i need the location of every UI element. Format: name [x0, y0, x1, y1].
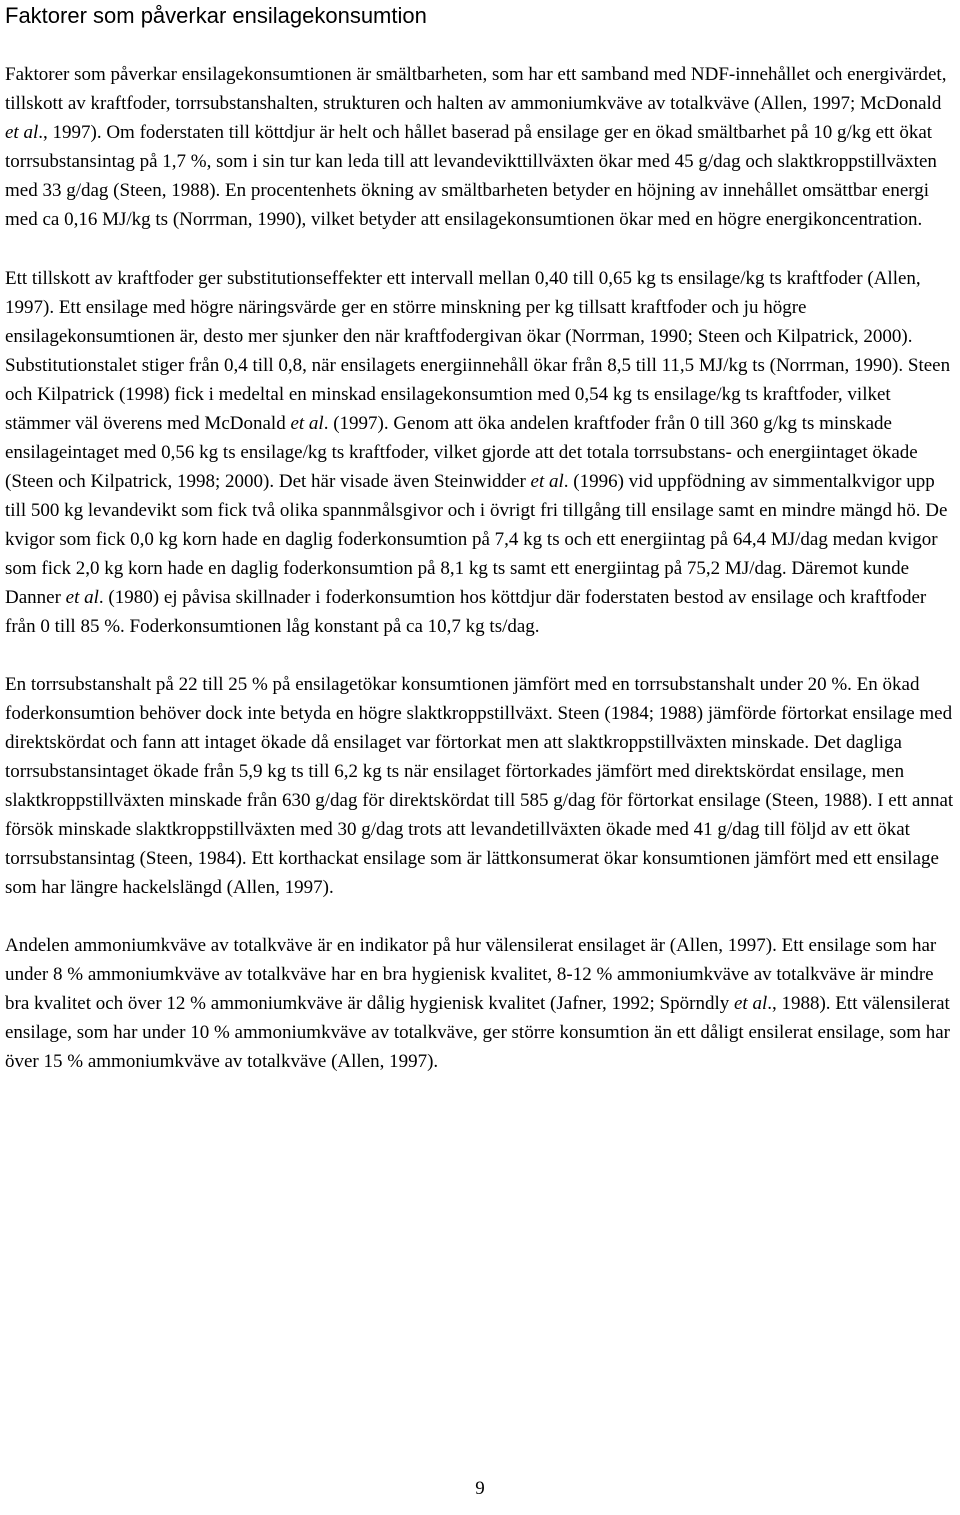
- italic-citation: et al: [5, 122, 39, 143]
- italic-citation: et al: [733, 993, 768, 1014]
- italic-citation: et al: [65, 587, 99, 608]
- paragraph-smaltbarhet: [5, 60, 956, 234]
- page-number: 9: [475, 1478, 485, 1499]
- text-run: . (1997). Genom att öka andelen kraftfoder från 0 till 360 g/kg ts minskade ensilageintaget med 0,56 kg ts ensilage/kg ts kraftfoder, vilket gjorde att det totala torrsubstans- och energiintaget ökade (Steen och Kilpatrick, 1998; 2000). Det här visade även Steinwidder: [5, 413, 918, 492]
- italic-citation: et al: [290, 413, 324, 434]
- text-run: . (1996) vid uppfödning av simmentalkvigor upp till 500 kg levandevikt som fick två olika spannmålsgivor och i övrigt fri tillgång till ensilage samt en mindre mängd hö. De kvigor som fick 0,0 kg korn hade en daglig foderkonsumtion på 7,4 kg ts och ett energiintag på 64,4 MJ/dag medan kvigor som fick 2,0 kg korn hade en daglig foderkonsumtion på 8,1 kg ts samt ett energiintag på 75,2 MJ/dag. Däremot kunde Danner: [5, 471, 948, 608]
- text-run: Ett tillskott av kraftfoder ger substitutionseffekter ett intervall mellan 0,40 till 0,65 kg ts ensilage/kg ts kraftfoder (Allen, 1997). Ett ensilage med högre näringsvärde ger en större minskning per kg tillsatt kraftfoder och ju högre ensilagekonsumtionen är, desto mer sjunker den när kraftfodergivan ökar (Norrman, 1990; Steen och Kilpatrick, 2000). Substitutionstalet stiger från 0,4 till 0,8, när ensilagets energiinnehåll ökar från 8,5 till 11,5 MJ/kg ts (Norrman, 1990). Steen och Kilpatrick (1998) fick i medeltal en minskad ensilagekonsumtion med 0,54 kg ts ensilage/kg ts kraftfoder, vilket stämmer väl överens med McDonald: [5, 268, 951, 434]
- paragraph-ammoniumkvave: [5, 931, 956, 1076]
- italic-citation: et al: [530, 471, 564, 492]
- text-run: En torrsubstanshalt på 22 till 25 % på ensilagetökar konsumtionen jämfört med en torrsubstanshalt under 20 %. En ökad foderkonsumtion behöver dock inte betyda en högre slaktkroppstillväxt. Steen (1984; 1988) jämförde förtorkat ensilage med direktskördat och fann att intaget ökade då ensilaget var förtorkat men att slaktkroppstillväxten minskade. Det dagliga torrsubstansintaget ökade från 5,9 kg ts till 6,2 kg ts när ensilaget förtorkades jämfört med direktskördat ensilage, men slaktkroppstillväxten minskade från 630 g/dag för direktskördat till 585 g/dag för förtorkat ensilage (Steen, 1988). I ett annat försök minskade slaktkroppstillväxten med 30 g/dag trots att levandetillväxten ökade med 41 g/dag till följd av ett ökat torrsubstansintag (Steen, 1984). Ett korthackat ensilage som är lättkonsumerat ökar konsumtionen jämfört med ett ensilage som har längre hackelslängd (Allen, 1997).: [5, 674, 954, 898]
- text-run: . (1980) ej påvisa skillnader i foderkonsumtion hos köttdjur där foderstaten bestod av ensilage och kraftfoder från 0 till 85 %. Foderkonsumtionen låg konstant på ca 10,7 kg ts/dag.: [5, 587, 927, 637]
- text-run: ., 1997). Om foderstaten till köttdjur är helt och hållet baserad på ensilage ger en ökad smältbarhet på 10 g/kg ett ökat torrsubstansintag på 1,7 %, som i sin tur kan leda till att levandevikttillväxten ökar med 45 g/dag och slaktkroppstillväxten med 33 g/dag (Steen, 1988). En procentenhets ökning av smältbarheten betyder en höjning av innehållet omsättbar energi med ca 0,16 MJ/kg ts (Norrman, 1990), vilket betyder att ensilagekonsumtionen ökar med en högre energikoncentration.: [5, 122, 937, 230]
- section-heading: Faktorer som påverkar ensilagekonsumtion: [5, 3, 427, 28]
- text-run: Faktorer som påverkar ensilagekonsumtionen är smältbarheten, som har ett samband med NDF-innehållet och energivärdet, tillskott av kraftfoder, torrsubstanshalten, strukturen och halten av ammoniumkväve av totalkväve (Allen, 1997; McDonald: [5, 64, 947, 114]
- text-run: Andelen ammoniumkväve av totalkväve är en indikator på hur välensilerat ensilaget är (Allen, 1997). Ett ensilage som har under 8 % ammoniumkväve av totalkväve har en bra hygienisk kvalitet, 8-12 % ammoniumkväve av totalkväve är mindre bra kvalitet och över 12 % ammoniumkväve är dålig hygienisk kvalitet (Jafner, 1992; Spörndly: [5, 935, 937, 1014]
- paragraph-kraftfoder: [5, 264, 956, 641]
- paragraph-torrsubstans: [5, 670, 956, 902]
- text-run: ., 1988). Ett välensilerat ensilage, som har under 10 % ammoniumkväve av totalkväve, ger större konsumtion än ett dåligt ensilerat ensilage, som har över 15 % ammoniumkväve av totalkväve (Allen, 1997).: [5, 993, 950, 1072]
